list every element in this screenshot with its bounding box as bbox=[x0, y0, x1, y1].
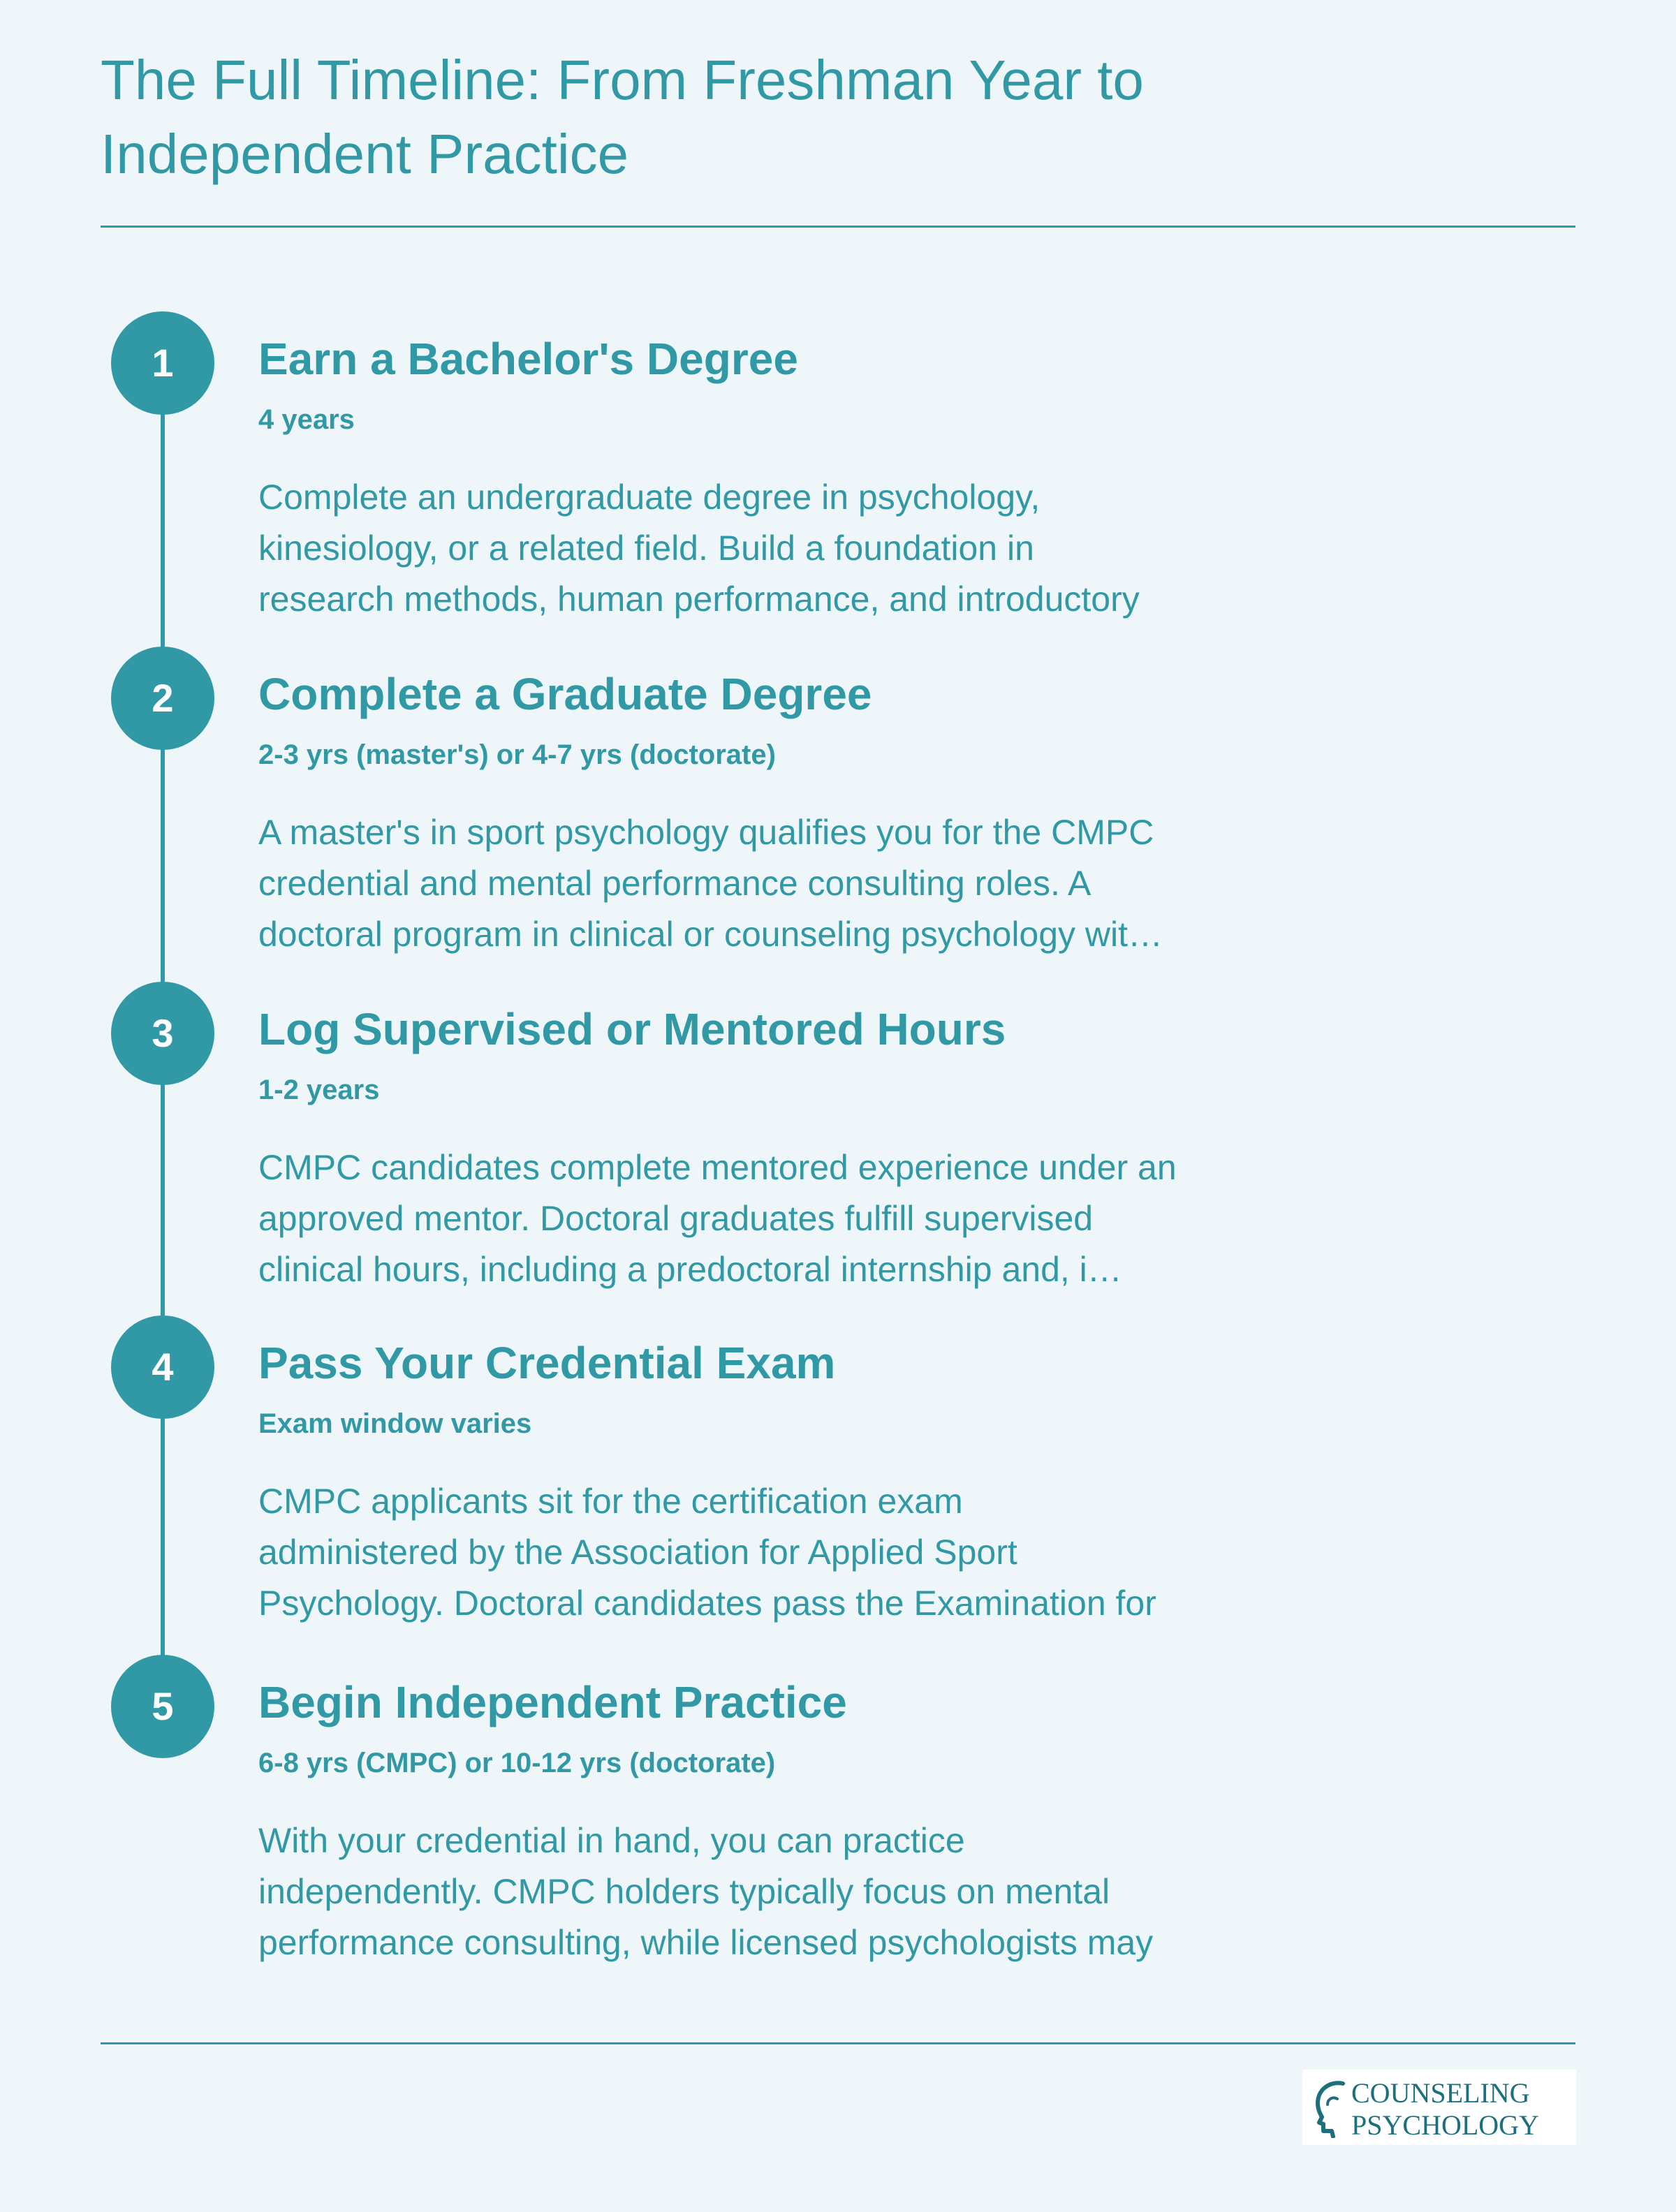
step-description bbox=[258, 472, 1320, 625]
step-number-badge: 2 bbox=[111, 647, 214, 750]
description-line: With your credential in hand, you can practice bbox=[258, 1821, 965, 1860]
step-title: Pass Your Credential Exam bbox=[258, 1338, 836, 1388]
description-line: A master's in sport psychology qualifies you for the CMPC bbox=[258, 813, 1154, 852]
description-line: clinical hours, including a predoctoral internship and, i… bbox=[258, 1250, 1122, 1289]
step-duration: 4 years bbox=[258, 404, 355, 435]
description-line: doctoral program in clinical or counseling psychology wit… bbox=[258, 915, 1163, 954]
step-title: Begin Independent Practice bbox=[258, 1677, 847, 1727]
description-line: CMPC applicants sit for the certification exam bbox=[258, 1482, 963, 1521]
step-description bbox=[258, 807, 1320, 960]
step-title: Log Supervised or Mentored Hours bbox=[258, 1004, 1006, 1054]
step-description bbox=[258, 1815, 1320, 1968]
description-line: credential and mental performance consulting roles. A bbox=[258, 864, 1091, 903]
logo-text-line-2: PSYCHOLOGY bbox=[1351, 2109, 1539, 2141]
description-line: approved mentor. Doctoral graduates fulfill supervised bbox=[258, 1199, 1094, 1238]
step-description bbox=[258, 1142, 1320, 1295]
description-line: research methods, human performance, and introductory bbox=[258, 580, 1140, 619]
top-divider bbox=[101, 226, 1575, 228]
step-duration: 2-3 yrs (master's) or 4-7 yrs (doctorate) bbox=[258, 739, 776, 770]
description-line: Psychology. Doctoral candidates pass the Examination for bbox=[258, 1584, 1156, 1623]
logo-text-line-1: COUNSELING bbox=[1351, 2077, 1530, 2109]
step-title: Complete a Graduate Degree bbox=[258, 669, 872, 719]
description-line: CMPC candidates complete mentored experience under an bbox=[258, 1148, 1177, 1187]
counseling-psychology-logo bbox=[1302, 2070, 1576, 2145]
description-line: performance consulting, while licensed psychologists may bbox=[258, 1923, 1154, 1962]
head-profile-icon bbox=[1311, 2079, 1355, 2138]
description-line: Complete an undergraduate degree in psychology, bbox=[258, 478, 1041, 517]
step-number-badge: 1 bbox=[111, 311, 214, 415]
bottom-divider bbox=[101, 2042, 1575, 2044]
step-description bbox=[258, 1476, 1320, 1629]
step-duration: 6-8 yrs (CMPC) or 10-12 yrs (doctorate) bbox=[258, 1748, 776, 1778]
step-duration: Exam window varies bbox=[258, 1408, 532, 1439]
step-duration: 1-2 years bbox=[258, 1075, 380, 1105]
step-number-badge: 4 bbox=[111, 1315, 214, 1419]
step-number-badge: 3 bbox=[111, 982, 214, 1085]
description-line: administered by the Association for Applied Sport bbox=[258, 1533, 1017, 1572]
step-title: Earn a Bachelor's Degree bbox=[258, 334, 798, 384]
description-line: kinesiology, or a related field. Build a foundation in bbox=[258, 529, 1034, 568]
description-line: independently. CMPC holders typically focus on mental bbox=[258, 1872, 1110, 1911]
step-number-badge: 5 bbox=[111, 1655, 214, 1758]
page-title: The Full Timeline: From Freshman Year to Independent Practice bbox=[101, 49, 1144, 185]
